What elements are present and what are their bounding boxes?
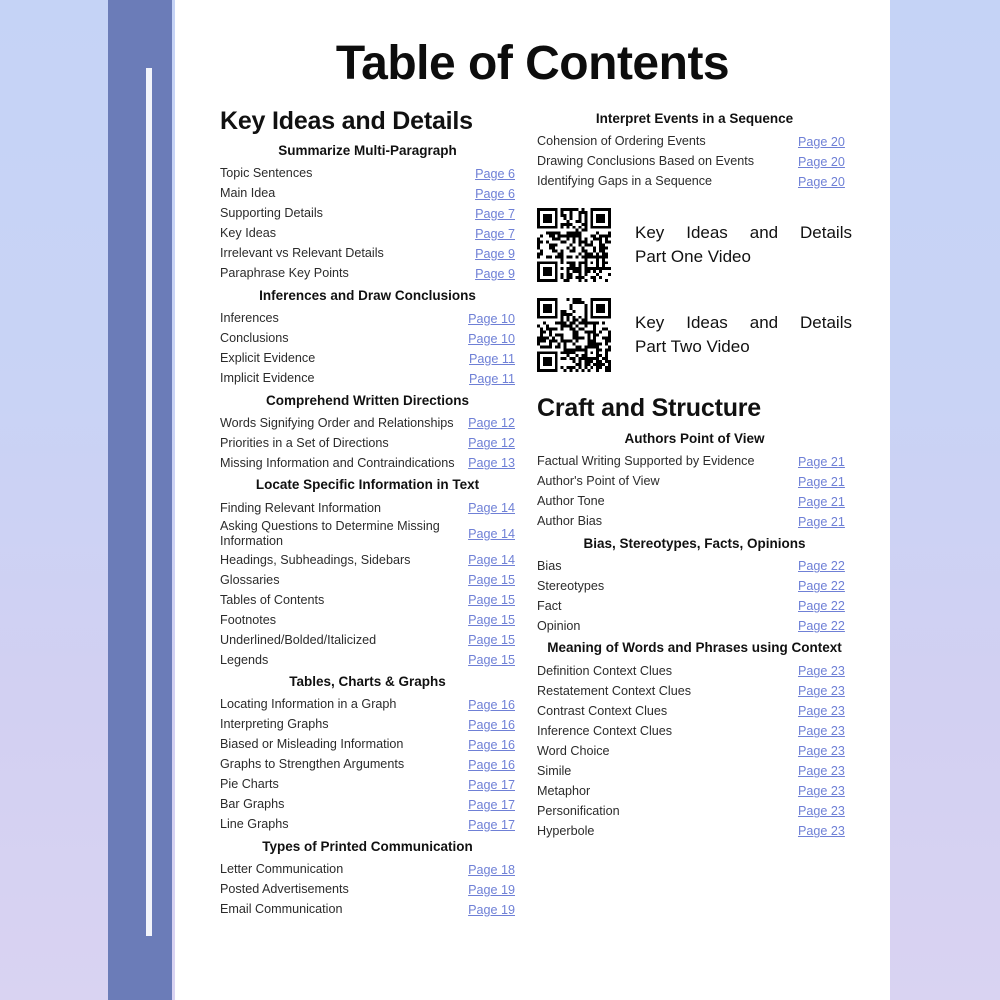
toc-entry-label: Irrelevant vs Relevant Details	[220, 246, 384, 261]
group-heading: Interpret Events in a Sequence	[595, 110, 794, 126]
toc-entry-label: Topic Sentences	[220, 166, 313, 181]
toc-row	[537, 741, 852, 761]
document-page	[175, 0, 890, 1000]
toc-page-link[interactable]: Page 12	[468, 416, 515, 431]
toc-page-link[interactable]: Page 16	[468, 737, 515, 752]
toc-entry-label: Graphs to Strengthen Arguments	[220, 757, 405, 772]
group-heading: Bias, Stereotypes, Facts, Opinions	[583, 535, 806, 551]
toc-list	[537, 556, 852, 636]
group-heading: Tables, Charts & Graphs	[289, 674, 446, 690]
left-group-list	[220, 143, 515, 920]
toc-entry-label: Explicit Evidence	[220, 351, 316, 366]
toc-entry-label: Drawing Conclusions Based on Events	[537, 154, 755, 169]
qr-caption-line-2: Part Two Video	[635, 336, 750, 356]
toc-page-link[interactable]: Page 23	[798, 684, 845, 699]
toc-entry-label: Bar Graphs	[220, 797, 285, 812]
group-heading: Authors Point of View	[624, 430, 765, 446]
toc-page-link[interactable]: Page 11	[469, 371, 515, 386]
toc-page-link[interactable]: Page 16	[468, 757, 515, 772]
toc-left-column	[175, 107, 515, 920]
toc-list	[220, 498, 515, 670]
toc-entry-label: Locating Information in a Graph	[220, 697, 397, 712]
toc-page-link[interactable]: Page 15	[468, 593, 515, 608]
toc-entry-label: Fact	[537, 598, 562, 613]
toc-row	[537, 576, 852, 596]
toc-entry-label: Asking Questions to Determine Missing Information	[220, 519, 440, 549]
decorative-blue-band	[108, 0, 172, 1000]
toc-page-link[interactable]: Page 21	[798, 494, 845, 509]
toc-page-link[interactable]: Page 16	[468, 697, 515, 712]
toc-entry-label: Key Ideas	[220, 226, 277, 241]
toc-page-link[interactable]: Page 15	[468, 653, 515, 668]
toc-list	[537, 661, 852, 841]
toc-page-link[interactable]: Page 16	[468, 717, 515, 732]
toc-row	[220, 880, 515, 900]
toc-entry-label: Main Idea	[220, 186, 276, 201]
toc-row	[220, 775, 515, 795]
toc-entry-label: Supporting Details	[220, 206, 323, 221]
group-heading: Types of Printed Communication	[262, 838, 473, 854]
toc-page-link[interactable]: Page 22	[798, 579, 845, 594]
toc-page-link[interactable]: Page 23	[798, 824, 845, 839]
toc-page-link[interactable]: Page 21	[798, 474, 845, 489]
toc-entry-label: Inference Context Clues	[537, 723, 673, 738]
toc-page-link[interactable]: Page 18	[468, 862, 515, 877]
toc-entry-label: Author's Point of View	[537, 474, 660, 489]
toc-row	[220, 309, 515, 329]
toc-entry-label: Legends	[220, 652, 269, 667]
qr-caption	[635, 221, 852, 269]
toc-entry-label: Words Signifying Order and Relationships	[220, 415, 454, 430]
toc-page-link[interactable]: Page 22	[798, 619, 845, 634]
toc-row	[220, 570, 515, 590]
toc-row	[220, 349, 515, 369]
toc-row	[220, 795, 515, 815]
toc-row	[220, 518, 515, 550]
toc-page-link[interactable]: Page 23	[798, 804, 845, 819]
toc-page-link[interactable]: Page 22	[798, 599, 845, 614]
toc-row	[220, 244, 515, 264]
toc-page-link[interactable]: Page 20	[798, 154, 845, 169]
qr-code-icon[interactable]	[537, 208, 611, 282]
toc-page-link[interactable]: Page 21	[798, 514, 845, 529]
toc-entry-label: Word Choice	[537, 743, 610, 758]
toc-row	[220, 453, 515, 473]
toc-page-link[interactable]: Page 23	[798, 724, 845, 739]
toc-page-link[interactable]: Page 21	[798, 454, 845, 469]
qr-caption-line-2: Part One Video	[635, 246, 751, 266]
toc-row	[220, 715, 515, 735]
toc-entry-label: Missing Information and Contraindications	[220, 455, 455, 470]
toc-page-link[interactable]: Page 19	[468, 882, 515, 897]
toc-row	[220, 695, 515, 715]
group-heading: Inferences and Draw Conclusions	[259, 287, 476, 303]
toc-row	[537, 681, 852, 701]
section-heading-craft-structure: Craft and Structure	[537, 393, 762, 422]
toc-page-link[interactable]: Page 9	[475, 266, 515, 281]
toc-row	[537, 721, 852, 741]
toc-row	[537, 492, 852, 512]
page-title: Table of Contents	[335, 37, 730, 90]
toc-entry-label: Line Graphs	[220, 817, 289, 832]
toc-row	[220, 650, 515, 670]
toc-page-link[interactable]: Page 6	[475, 186, 515, 201]
toc-page-link[interactable]: Page 23	[798, 764, 845, 779]
toc-entry-label: Metaphor	[537, 783, 591, 798]
toc-entry-label: Opinion	[537, 618, 581, 633]
toc-row	[220, 498, 515, 518]
toc-entry-label: Headings, Subheadings, Sidebars	[220, 552, 411, 567]
toc-entry-label: Inferences	[220, 311, 279, 326]
toc-row	[537, 821, 852, 841]
toc-row	[220, 610, 515, 630]
toc-row	[537, 761, 852, 781]
toc-list	[220, 860, 515, 920]
toc-page-link[interactable]: Page 15	[468, 573, 515, 588]
toc-list	[220, 164, 515, 284]
group-heading: Locate Specific Information in Text	[255, 477, 480, 493]
toc-page-link[interactable]: Page 17	[468, 777, 515, 792]
toc-page-link[interactable]: Page 7	[475, 226, 515, 241]
toc-row	[537, 132, 852, 152]
toc-page-link[interactable]: Page 20	[798, 174, 845, 189]
toc-page-link[interactable]: Page 17	[468, 797, 515, 812]
toc-entry-label: Pie Charts	[220, 777, 279, 792]
toc-right-column	[515, 107, 890, 920]
toc-entry-label: Letter Communication	[220, 862, 344, 877]
toc-entry-label: Interpreting Graphs	[220, 717, 329, 732]
toc-page-link[interactable]: Page 20	[798, 134, 845, 149]
toc-row	[220, 630, 515, 650]
toc-list	[220, 309, 515, 389]
toc-row	[537, 701, 852, 721]
toc-entry-label: Bias	[537, 558, 562, 573]
toc-page-link[interactable]: Page 14	[468, 527, 515, 542]
toc-row	[220, 735, 515, 755]
toc-row	[537, 512, 852, 532]
toc-page-link[interactable]: Page 14	[468, 501, 515, 516]
toc-entry-label: Finding Relevant Information	[220, 500, 382, 515]
toc-row	[537, 596, 852, 616]
toc-entry-label: Conclusions	[220, 331, 289, 346]
toc-row	[220, 224, 515, 244]
toc-page-link[interactable]: Page 15	[468, 613, 515, 628]
toc-page-link[interactable]: Page 15	[468, 633, 515, 648]
toc-entry-label: Email Communication	[220, 902, 343, 917]
toc-row	[537, 781, 852, 801]
toc-page-link[interactable]: Page 10	[468, 331, 515, 346]
toc-entry-label: Footnotes	[220, 612, 277, 627]
toc-page-link[interactable]: Page 10	[468, 311, 515, 326]
toc-page-link[interactable]: Page 12	[468, 436, 515, 451]
toc-list	[220, 695, 515, 835]
toc-page-link[interactable]: Page 23	[798, 704, 845, 719]
decorative-white-line	[146, 68, 152, 936]
toc-entry-label: Simile	[537, 763, 572, 778]
toc-row	[537, 616, 852, 636]
toc-entry-label: Restatement Context Clues	[537, 683, 691, 698]
toc-page-link[interactable]: Page 13	[468, 456, 515, 471]
toc-row	[220, 433, 515, 453]
toc-page-link[interactable]: Page 23	[798, 784, 845, 799]
toc-row	[220, 413, 515, 433]
toc-row	[537, 556, 852, 576]
toc-list	[220, 413, 515, 473]
toc-entry-label: Contrast Context Clues	[537, 703, 668, 718]
toc-entry-label: Priorities in a Set of Directions	[220, 435, 389, 450]
toc-row	[220, 550, 515, 570]
section-heading-key-ideas: Key Ideas and Details	[220, 106, 473, 135]
toc-page-link[interactable]: Page 19	[468, 902, 515, 917]
toc-entry-label: Cohension of Ordering Events	[537, 134, 706, 149]
toc-columns	[175, 107, 890, 920]
group-heading: Comprehend Written Directions	[265, 392, 470, 408]
toc-page-link[interactable]: Page 11	[469, 351, 515, 366]
toc-row	[220, 590, 515, 610]
toc-row	[537, 452, 852, 472]
toc-row	[537, 152, 852, 172]
toc-page-link[interactable]: Page 7	[475, 206, 515, 221]
toc-row	[220, 369, 515, 389]
toc-row	[220, 264, 515, 284]
qr-caption	[635, 311, 852, 359]
toc-row	[537, 801, 852, 821]
toc-entry-label: Factual Writing Supported by Evidence	[537, 454, 755, 469]
toc-page-link[interactable]: Page 9	[475, 246, 515, 261]
toc-page-link[interactable]: Page 23	[798, 744, 845, 759]
toc-row	[220, 204, 515, 224]
toc-row	[220, 164, 515, 184]
toc-page-link[interactable]: Page 23	[798, 664, 845, 679]
toc-row	[220, 329, 515, 349]
toc-row	[220, 755, 515, 775]
toc-list	[537, 452, 852, 532]
toc-row	[220, 184, 515, 204]
toc-page-link[interactable]: Page 6	[475, 166, 515, 181]
toc-row	[220, 815, 515, 835]
qr-video-item[interactable]	[537, 208, 852, 282]
toc-entry-label: Biased or Misleading Information	[220, 737, 404, 752]
right-top-group-list	[537, 111, 852, 192]
toc-entry-label: Author Bias	[537, 514, 603, 529]
right-group-list	[537, 431, 852, 842]
toc-row	[220, 900, 515, 920]
toc-entry-label: Definition Context Clues	[537, 663, 673, 678]
qr-video-item[interactable]	[537, 298, 852, 372]
toc-row	[220, 860, 515, 880]
qr-caption-line-1: Key Ideas and Details	[635, 312, 852, 332]
toc-entry-label: Identifying Gaps in a Sequence	[537, 174, 713, 189]
toc-page-link[interactable]: Page 17	[468, 817, 515, 832]
toc-row	[537, 172, 852, 192]
toc-entry-label: Underlined/Bolded/Italicized	[220, 632, 377, 647]
toc-entry-label: Implicit Evidence	[220, 371, 315, 386]
toc-list	[537, 132, 852, 192]
toc-page-link[interactable]: Page 14	[468, 553, 515, 568]
toc-row	[537, 661, 852, 681]
qr-caption-line-1: Key Ideas and Details	[635, 222, 852, 242]
toc-entry-label: Author Tone	[537, 494, 605, 509]
qr-code-icon[interactable]	[537, 298, 611, 372]
toc-entry-label: Personification	[537, 803, 620, 818]
toc-entry-label: Hyperbole	[537, 823, 595, 838]
toc-entry-label: Stereotypes	[537, 578, 605, 593]
toc-entry-label: Posted Advertisements	[220, 882, 349, 897]
toc-page-link[interactable]: Page 22	[798, 559, 845, 574]
group-heading: Meaning of Words and Phrases using Context	[547, 640, 842, 656]
qr-video-links	[537, 208, 852, 372]
toc-entry-label: Glossaries	[220, 572, 280, 587]
toc-entry-label: Tables of Contents	[220, 592, 325, 607]
toc-row	[537, 472, 852, 492]
toc-entry-label: Paraphrase Key Points	[220, 266, 349, 281]
group-heading: Summarize Multi-Paragraph	[278, 142, 457, 158]
